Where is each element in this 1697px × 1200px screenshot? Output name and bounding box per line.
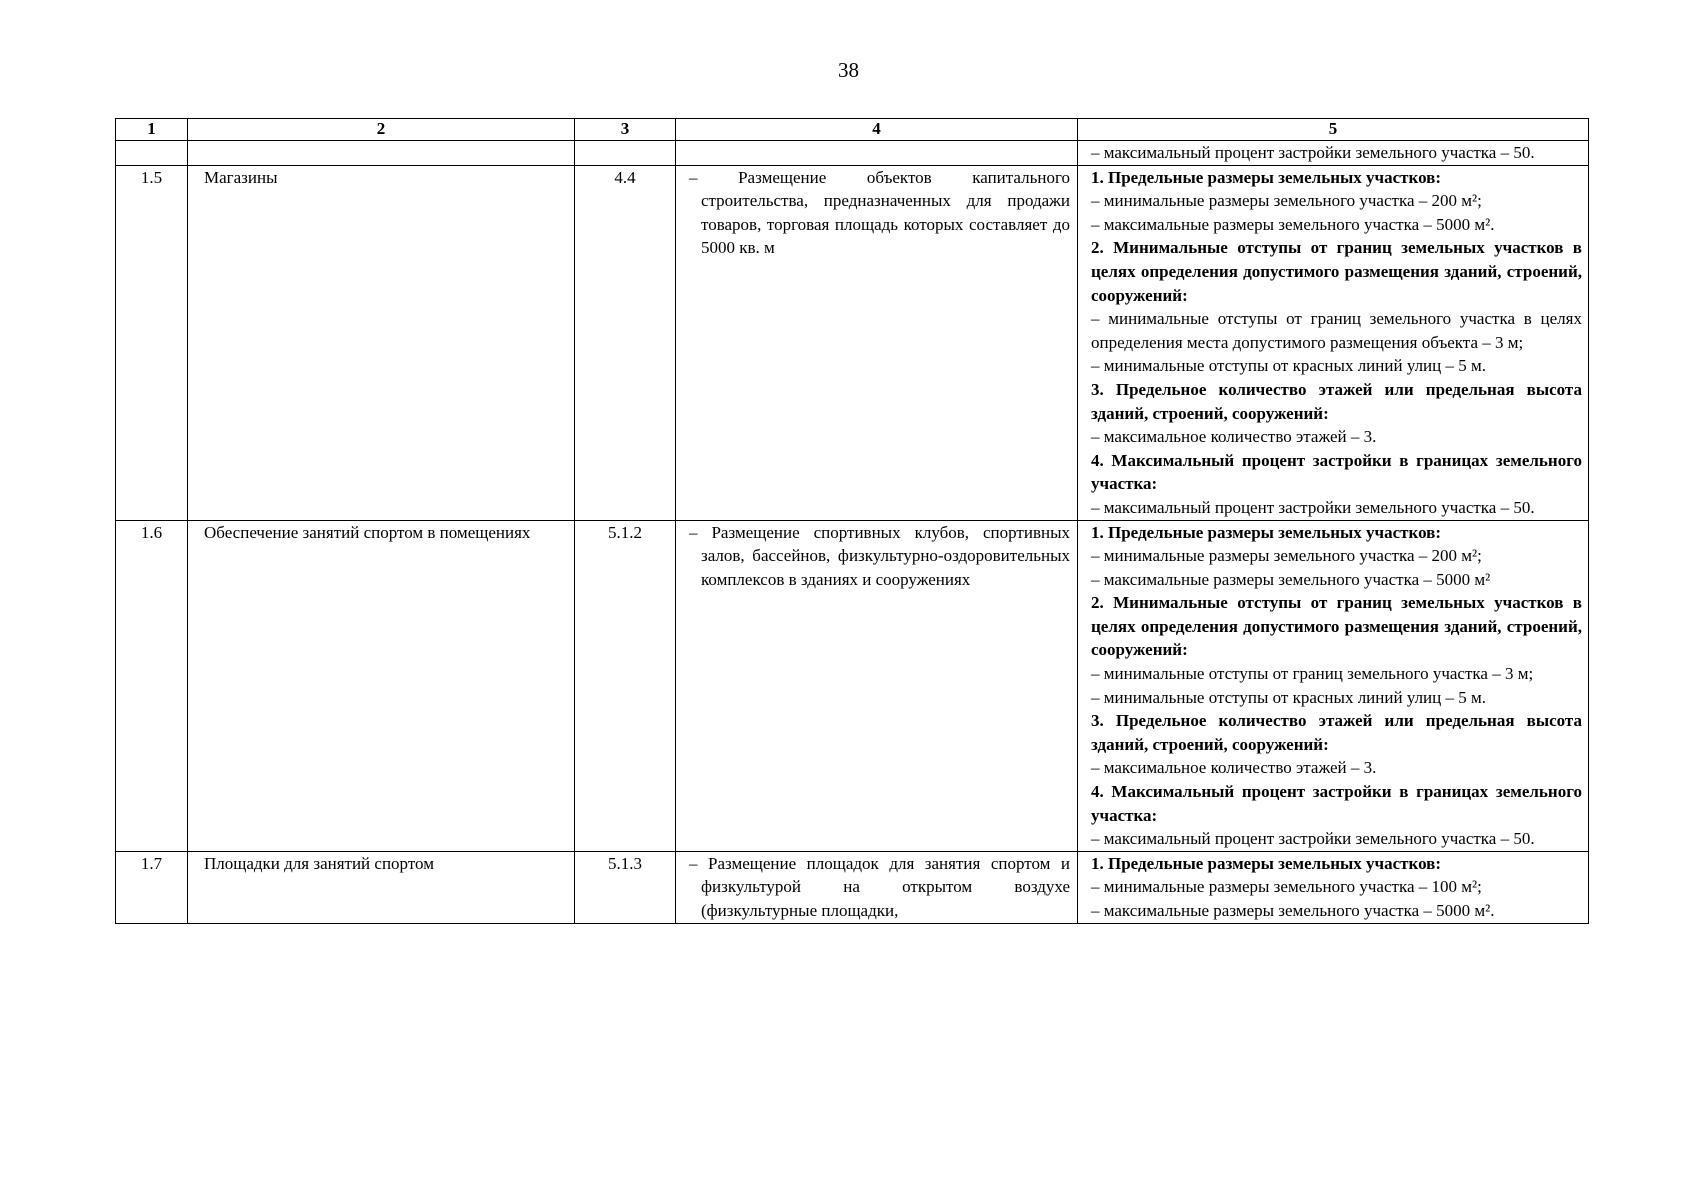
param-title: 2. Минимальные отступы от границ земельных участков в целях определения допустимого размещения зданий, строений, сооружений: (1091, 238, 1582, 305)
param-title: 3. Предельное количество этажей или предельная высота зданий, строений, сооружений: (1091, 379, 1582, 423)
use-name-cell: Обеспечение занятий спортом в помещениях (188, 520, 575, 851)
param-line: – максимальное количество этажей – 3. (1091, 758, 1377, 778)
param-line: – максимальный процент застройки земельного участка – 50. (1091, 143, 1535, 162)
column-header: 4 (676, 119, 1078, 141)
description-cell (676, 141, 1078, 166)
parameters-cell (1078, 165, 1589, 520)
regulations-table (115, 118, 1589, 924)
use-code-cell: 4.4 (575, 165, 676, 520)
param-line: – минимальные отступы от границ земельного участка – 3 м; (1091, 664, 1534, 684)
use-name-cell (188, 141, 575, 166)
use-code-cell (575, 141, 676, 166)
row-number-cell: 1.6 (116, 520, 188, 851)
param-title: 4. Максимальный процент застройки в границах земельного участка: (1091, 450, 1582, 494)
description-cell (676, 851, 1078, 923)
param-title: 4. Максимальный процент застройки в границах земельного участка: (1091, 782, 1582, 825)
use-name-cell: Площадки для занятий спортом (188, 851, 575, 923)
param-line: – минимальные отступы от границ земельного участка в целях определения места допустимого размещения объекта – 3 м; (1091, 309, 1582, 352)
table-row (116, 165, 1589, 520)
table-row (116, 520, 1589, 851)
row-number-cell: 1.5 (116, 165, 188, 520)
use-code-cell: 5.1.2 (575, 520, 676, 851)
param-line: – максимальные размеры земельного участка – 5000 м². (1091, 214, 1495, 234)
table-header-row (116, 119, 1589, 141)
description-text: – Размещение объектов капитального строительства, предназначенных для продажи товаров, торговая площадь которых составляет до 5000 кв. м (689, 167, 1070, 258)
description-text: – Размещение площадок для занятия спортом и физкультурой на открытом воздухе (физкультурные площадки, (689, 853, 1070, 920)
param-title: 3. Предельное количество этажей или предельная высота зданий, строений, сооружений: (1091, 711, 1582, 754)
param-line: – минимальные размеры земельного участка – 200 м²; (1091, 191, 1482, 211)
param-line: – максимальный процент застройки земельного участка – 50. (1091, 829, 1535, 849)
page-number: 38 (838, 58, 859, 82)
description-text: – Размещение спортивных клубов, спортивных залов, бассейнов, физкультурно-оздоровительных комплексов в зданиях и сооружениях (689, 522, 1070, 589)
row-number-cell: 1.7 (116, 851, 188, 923)
column-header: 1 (116, 119, 188, 141)
parameters-cell (1078, 141, 1589, 166)
table-row (116, 851, 1589, 923)
parameters-cell (1078, 520, 1589, 851)
param-line: – минимальные отступы от красных линий улиц – 5 м. (1091, 356, 1487, 376)
column-header: 3 (575, 119, 676, 141)
description-cell (676, 165, 1078, 520)
param-line: – максимальное количество этажей – 3. (1091, 427, 1377, 447)
param-title: 1. Предельные размеры земельных участков: (1091, 167, 1442, 187)
row-number-cell (116, 141, 188, 166)
param-line: – максимальные размеры земельного участка – 5000 м². (1091, 901, 1495, 920)
table-row (116, 141, 1589, 166)
description-cell (676, 520, 1078, 851)
param-line: – минимальные отступы от красных линий улиц – 5 м. (1091, 687, 1487, 707)
param-line: – максимальный процент застройки земельного участка – 50. (1091, 497, 1535, 517)
use-code-cell: 5.1.3 (575, 851, 676, 923)
param-title: 2. Минимальные отступы от границ земельных участков в целях определения допустимого размещения зданий, строений, сооружений: (1091, 593, 1582, 660)
param-title: 1. Предельные размеры земельных участков: (1091, 853, 1442, 873)
param-line: – минимальные размеры земельного участка – 200 м²; (1091, 546, 1482, 566)
column-header: 2 (188, 119, 575, 141)
param-title: 1. Предельные размеры земельных участков: (1091, 522, 1442, 542)
parameters-cell (1078, 851, 1589, 923)
param-line: – минимальные размеры земельного участка – 100 м²; (1091, 877, 1482, 897)
use-name-cell: Магазины (188, 165, 575, 520)
column-header: 5 (1078, 119, 1589, 141)
param-line: – максимальные размеры земельного участка – 5000 м² (1091, 569, 1491, 589)
